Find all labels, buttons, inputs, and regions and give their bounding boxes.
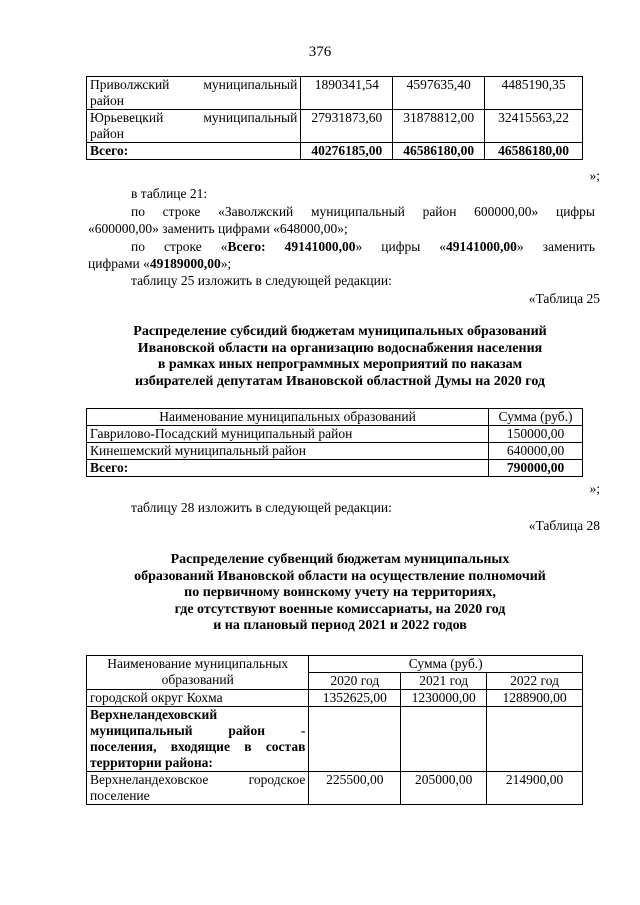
table-row	[87, 77, 583, 110]
value-cell: 1352625,00	[309, 690, 401, 707]
value-cell: 225500,00	[309, 772, 401, 805]
table-row	[87, 110, 583, 143]
empty-cell	[309, 707, 401, 772]
paragraph-t28-intro: таблицу 28 изложить в следующей редакции:	[131, 500, 392, 515]
paragraph-t25-intro: таблицу 25 изложить в следующей редакции:	[131, 273, 392, 288]
table-25-label: «Таблица 25	[528, 291, 600, 306]
value-cell: 31878812,00	[393, 110, 485, 143]
value-cell: 640000,00	[489, 443, 583, 460]
paragraph-t21-intro: в таблице 21:	[131, 186, 208, 201]
closing-quote: »;	[589, 168, 600, 183]
column-header-sum: Сумма (руб.)	[309, 656, 583, 673]
table-total-row	[87, 143, 583, 160]
total-label: Всего:	[87, 143, 301, 160]
page-number: 376	[308, 44, 332, 60]
value-cell: 27931873,60	[301, 110, 393, 143]
total-label: Всего:	[87, 460, 489, 477]
value-cell: 214900,00	[487, 772, 583, 805]
table-group-row	[87, 707, 583, 772]
column-header-name: Наименование муниципальных образований	[87, 409, 489, 426]
total-value: 46586180,00	[485, 143, 583, 160]
table-28-title: Распределение субвенций бюджетам муниципальных образований Ивановской области на осуществление полномочий по первичному воинскому учету на территориях, где отсутствуют военные комиссариаты, на 2020 год и на плановый период 2021 и 2022 годов	[134, 552, 546, 633]
value-cell: 205000,00	[401, 772, 487, 805]
paragraph-t21-line4: цифрами «49189000,00»;	[88, 256, 232, 271]
table-continuation	[86, 76, 583, 160]
total-value: 790000,00	[489, 460, 583, 477]
paragraph-t21-line1: по строке «Заволжский муниципальный район 600000,00» цифры	[131, 204, 595, 219]
table-total-row	[87, 460, 583, 477]
table-28-label: «Таблица 28	[528, 518, 600, 533]
paragraph-t21-line2: «600000,00» заменить цифрами «648000,00»;	[88, 221, 348, 236]
table-28	[86, 655, 583, 805]
total-value: 40276185,00	[301, 143, 393, 160]
column-header-year: 2021 год	[401, 673, 487, 690]
empty-cell	[487, 707, 583, 772]
paragraph-t21-line3: по строке «Всего: 49141000,00» цифры «49141000,00» заменить	[131, 239, 595, 254]
group-heading: Верхнеландеховский муниципальный район - поселения, входящие в состав территории района:	[87, 707, 309, 772]
table-header-row	[87, 656, 583, 673]
column-header-name: Наименование муниципальных образований	[87, 656, 309, 690]
table-row	[87, 426, 583, 443]
table-row	[87, 690, 583, 707]
table-row	[87, 772, 583, 805]
municipality-name: городской округ Кохма	[87, 690, 309, 707]
column-header-year: 2020 год	[309, 673, 401, 690]
value-cell: 1230000,00	[401, 690, 487, 707]
table-25	[86, 408, 583, 477]
table-header-row	[87, 409, 583, 426]
column-header-year: 2022 год	[487, 673, 583, 690]
municipality-name: Гаврилово-Посадский муниципальный район	[87, 426, 489, 443]
value-cell: 4597635,40	[393, 77, 485, 110]
empty-cell	[401, 707, 487, 772]
municipality-name: Кинешемский муниципальный район	[87, 443, 489, 460]
total-value: 46586180,00	[393, 143, 485, 160]
value-cell: 4485190,35	[485, 77, 583, 110]
value-cell: 32415563,22	[485, 110, 583, 143]
value-cell: 1890341,54	[301, 77, 393, 110]
municipality-name: Верхнеландеховское городское поселение	[87, 772, 309, 805]
value-cell: 1288900,00	[487, 690, 583, 707]
column-header-sum: Сумма (руб.)	[489, 409, 583, 426]
table-25-title: Распределение субсидий бюджетам муниципальных образований Ивановской области на организацию водоснабжения населения в рамках иных непрограммных мероприятий по наказам избирателей депутатам Ивановской областной Думы на 2020 год	[133, 324, 547, 389]
closing-quote: »;	[589, 481, 600, 496]
table-row	[87, 443, 583, 460]
value-cell: 150000,00	[489, 426, 583, 443]
municipality-name: Юрьевецкий муниципальный район	[87, 110, 301, 143]
municipality-name: Приволжский муниципальный район	[87, 77, 301, 110]
